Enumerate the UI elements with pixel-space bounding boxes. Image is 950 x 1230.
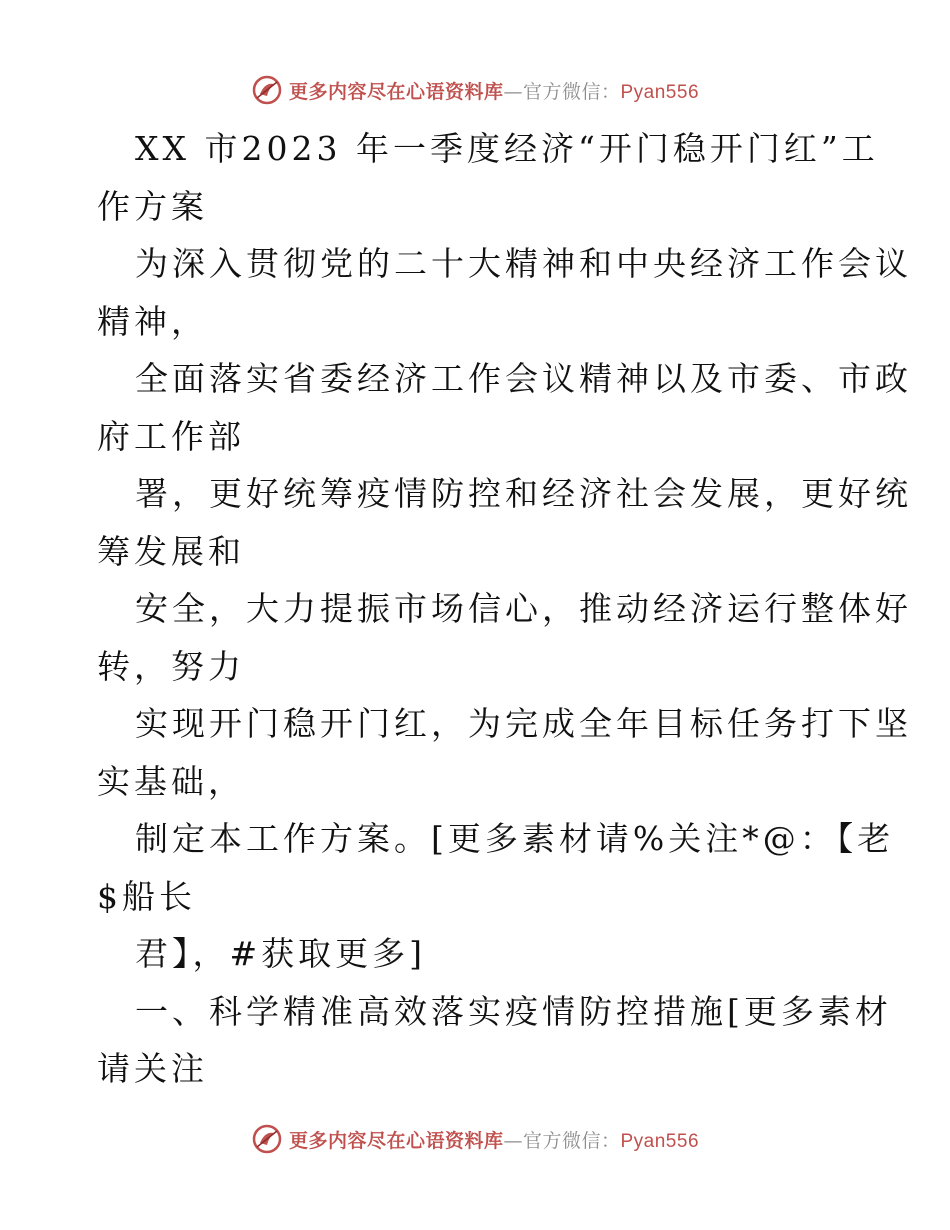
footer-watermark-banner [0,1119,950,1159]
doc-title-line-2: 作方案 [97,186,208,226]
paragraph-line: 精神， [97,301,208,341]
paragraph-line: 全面落实省委经济工作会议精神以及市委、市政 [135,359,912,398]
paragraph-line: 转，努力 [97,646,245,686]
red-seal-logo-icon [251,1123,283,1155]
paragraph-line: 实基础， [97,761,245,801]
header-watermark-banner [0,70,950,110]
paragraph-line: 筹发展和 [97,531,245,571]
paragraph-line: 为深入贯彻党的二十大精神和中央经济工作会议 [135,244,912,283]
section-heading-line: 一、科学精准高效落实疫情防控措施[更多素材 [135,991,892,1031]
watermark-text: 更多内容尽在心语资料库—官方微信：Pyan556 [288,1129,700,1152]
paragraph-line: 府工作部 [97,416,245,456]
section-heading-line: 请关注 [97,1049,208,1088]
document-body [97,120,912,1098]
paragraph-line: 署，更好统筹疫情防控和经济社会发展，更好统 [135,474,912,513]
paragraph-line: 实现开门稳开门红，为完成全年目标任务打下坚 [135,704,912,743]
paragraph-line: 安全，大力提振市场信心，推动经济运行整体好 [135,589,912,628]
red-seal-logo-icon [251,74,283,106]
paragraph-line: $船长 [97,876,196,916]
paragraph-line: 制定本工作方案。[更多素材请%关注*@：【老 [135,819,895,858]
paragraph-line: 君】，#获取更多] [135,934,427,973]
doc-title-line-1: XX 市2023 年一季度经济“开门稳开门红”工 [135,129,879,168]
watermark-text: 更多内容尽在心语资料库—官方微信：Pyan556 [288,80,700,103]
